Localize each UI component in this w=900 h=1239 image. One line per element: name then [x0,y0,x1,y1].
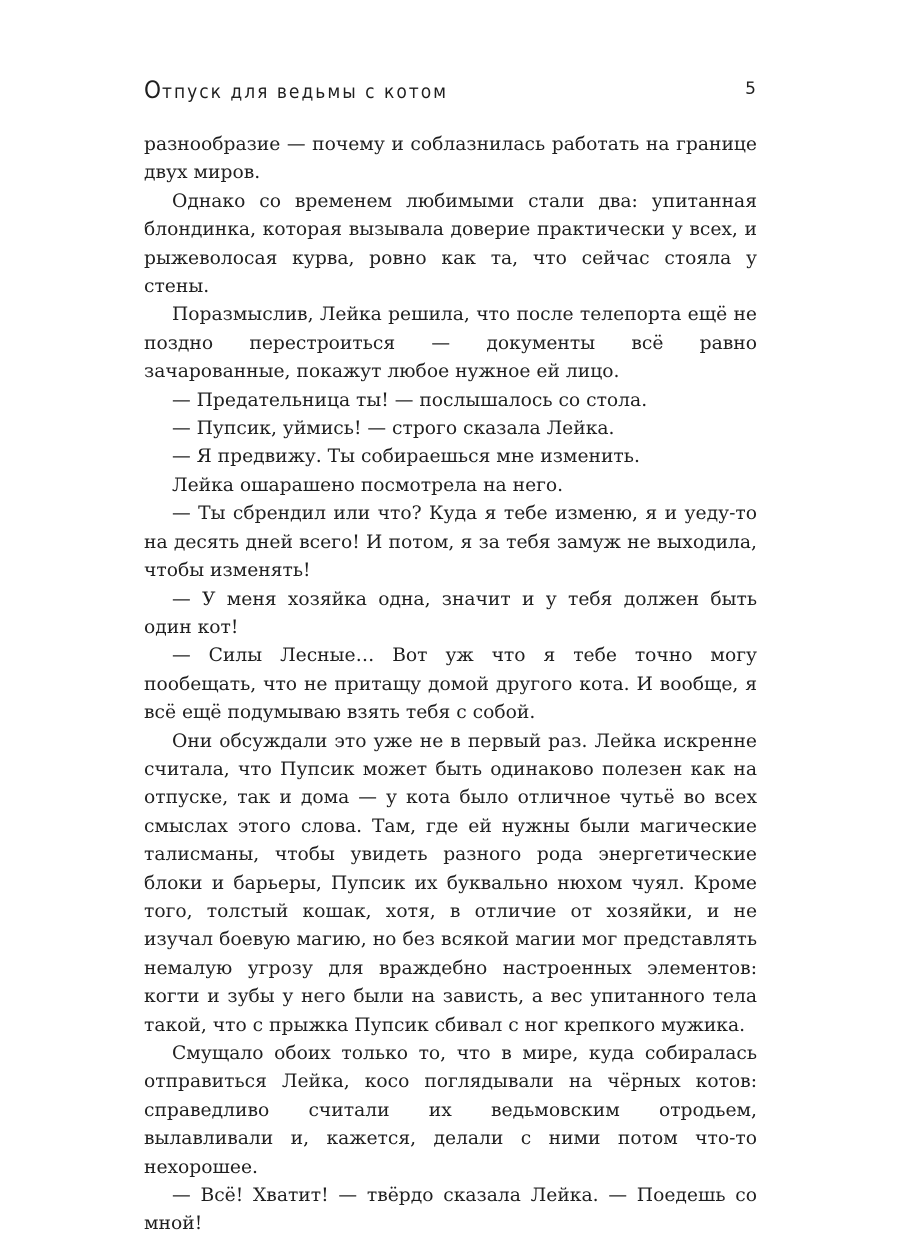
dialogue-line: — У меня хозяйка одна, значит и у тебя должен быть один кот! [144,588,757,638]
dialogue-line: — Пупсик, уймись! — строго сказала Лейка. [172,418,615,440]
running-head [144,76,756,108]
paragraph: Они обсуждали это уже не в первый раз. Лейка искренне считала, что Пупсик может быть одинаково полезен как на отпуске, так и дома — у кота было отличное чутьё во всех смыслах этого слова. Там, где ей нужны были магические талисманы, чтобы увидеть разного рода энергетические блоки и барьеры, Пупсик их буквально нюхом чуял. Кроме того, толстый кошак, хотя, в отличие от хозяйки, и не изучал боевую магию, но без всякой магии мог представлять немалую угрозу для враждебно настроенных элементов: когти и зубы у него были на зависть, а вес упитанного тела такой, что с прыжка Пупсик сбивал с ног крепкого мужика. [144,730,757,1036]
page-number: 5 [745,79,756,99]
dialogue-line: — Предательница ты! — послышалось со стола. [172,389,648,411]
paragraph: Однако со временем любимыми стали два: упитанная блондинка, которая вызывала доверие практически у всех, и рыжеволосая курва, ровно как та, что сейчас стояла у стены. [144,190,757,298]
paragraph: разнообразие — почему и соблазнилась работать на границе двух миров. [144,134,757,184]
dialogue-line: — Я предвижу. Ты собираешься мне изменить. [172,446,640,468]
body-text [144,131,757,1239]
dialogue-line: — Силы Лесные… Вот уж что я тебе точно могу пообещать, что не притащу домой другого кота. И вообще, я всё ещё подумываю взять тебя с собой. [144,645,757,724]
dialogue-line: — Всё! Хватит! — твёрдо сказала Лейка. — Поедешь со мной! [144,1185,757,1235]
dialogue-line: — Ты сбрендил или что? Куда я тебе изменю, я и уеду-то на десять дней всего! И потом, я за тебя замуж не выходила, чтобы изменять! [144,503,757,582]
paragraph: Поразмыслив, Лейка решила, что после телепорта ещё не поздно перестроиться — документы всё равно зачарованные, покажут любое нужное ей лицо. [144,304,757,383]
running-title-initial: О [144,76,162,104]
running-title [144,76,448,104]
paragraph: Смущало обоих только то, что в мире, куда собиралась отправиться Лейка, косо поглядывали на чёрных котов: справедливо считали их ведьмовским отродьем, вылавливали и, кажется, делали с ними потом что-то нехорошее. [144,1043,757,1178]
running-title-rest: тпуск для ведьмы с котом [162,81,449,103]
paragraph: Лейка ошарашено посмотрела на него. [172,474,564,496]
